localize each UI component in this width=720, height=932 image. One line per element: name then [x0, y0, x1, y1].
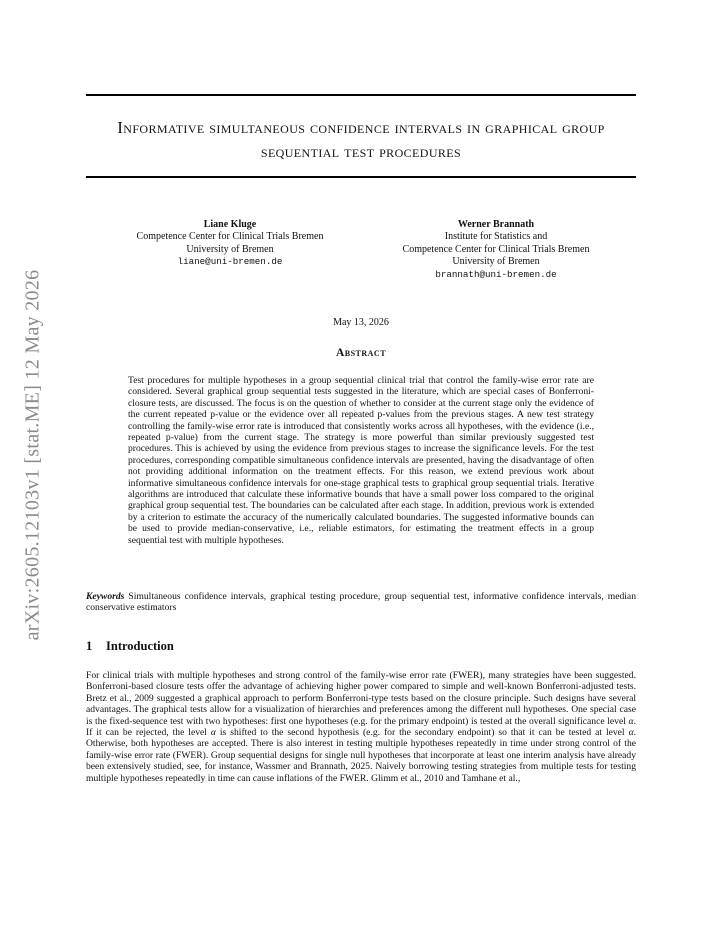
author-affiliation: University of Bremen [186, 243, 274, 255]
arxiv-identifier: arXiv:2605.12103v1 [stat.ME] 12 May 2026 [21, 269, 44, 641]
title-rule-bottom [86, 176, 636, 178]
paper-date: May 13, 2026 [333, 317, 389, 328]
author-name: Werner Brannath [457, 219, 535, 230]
author-block [86, 219, 636, 289]
author-affiliation: University of Bremen [452, 256, 540, 268]
arxiv-sidebar-stamp [18, 250, 48, 660]
author-affiliation: Competence Center for Clinical Trials Bremen [136, 231, 324, 243]
body-text-part: For clinical trials with multiple hypotheses and strong control of the family-wise error rate (FWER), many strategies have been suggested. Bonferroni-based closure tests offer the advantage of achieving higher power compared to simple and well-known Bonferroni-adjusted tests. Bretz et al., 2009 suggested a graphical approach to perform Bonferroni-type tests based on the closure principle. Such designs have several advantages. The graphical tests allow for a visualization of hierarchies and preferences among the different null hypotheses. One special case is the fixed-sequence test with two hypotheses: first one hypotheses (e.g. for the primary endpoint) is tested at the overall significance level [86, 670, 636, 727]
alpha-symbol: α [628, 727, 634, 739]
body-text-part: is shifted to the second hypothesis (e.g. for the secondary endpoint) so that it can be tested at level [215, 727, 629, 739]
author-2 [368, 219, 624, 281]
author-affiliation: Institute for Statistics and [444, 231, 548, 243]
body-text-part: . Otherwise, both hypotheses are accepted. There is also interest in testing multiple hypotheses repeatedly in time under strong control of the family-wise error rate (FWER). Group sequential designs for single null hypotheses that incorporate at least one interim analysis have already been extensively studied, see, for instance, Wassmer and Brannath, 2025. Naively borrowing testing strategies from multiple tests for testing multiple hypotheses repeatedly in time can cause inflations of the FWER. Glimm et al., 2010 and Tamhane et al., [86, 727, 637, 784]
author-1 [110, 219, 350, 269]
title-rule-top [86, 94, 636, 96]
section-heading [86, 639, 636, 654]
abstract-heading: Abstract [335, 347, 387, 359]
paper-title: Informative simultaneous confidence intervals in graphical group sequential test procedures [117, 118, 605, 161]
author-email[interactable]: brannath@uni-bremen.de [435, 268, 557, 280]
body-text-part: . If it can be rejected, the level [86, 715, 636, 739]
section-title: Introduction [106, 639, 174, 653]
abstract-text: Test procedures for multiple hypotheses in a group sequential clinical trial that control the family-wise error rate are considered. Several graphical group sequential tests suggested in the literature, which are special cases of Bonferroni-closure tests, are discussed. The focus is on the question of whether to consider at the current stage only the evidence of the current repeated p-value or the evidence over all repeated p-values from the previous stages. A new test strategy controlling the family-wise error rate is introduced that consistently works across all hypotheses, with the evidence (i.e., repeated p-value) from the current stage. The strategy is more powerful than similar previously suggested test procedures. This is achieved by using the evidence from previous stages to increase the significance levels. For the test procedures, corresponding compatible simultaneous confidence intervals are presented, having the disadvantage of often not providing additional information on the treatment effects. For this reason, we extend previous work about informative simultaneous confidence intervals for one-stage graphical tests to graphical group sequential trials. Iterative algorithms are introduced that calculate these informative bounds that have a small power loss compared to the original graphical group sequential test. The boundaries can be calculated after each stage. In addition, previous work is extended by a criterion to estimate the accuracy of the numerically calculated boundaries. The suggested informative bounds can be used to provide median-conservative, i.e., reliable estimators, for estimating the treatment effects in a group sequential test with multiple hypotheses. [128, 375, 594, 546]
alpha-symbol: α [210, 727, 216, 739]
alpha-symbol: α [628, 715, 634, 727]
author-name: Liane Kluge [203, 219, 257, 230]
body-paragraph [86, 670, 636, 784]
author-affiliation: Competence Center for Clinical Trials Bremen [402, 243, 590, 255]
section-number: 1 [86, 639, 93, 653]
author-email[interactable]: liane@uni-bremen.de [177, 256, 283, 268]
keywords-label: Keywords [86, 591, 125, 602]
keywords [86, 591, 636, 614]
keywords-text: Simultaneous confidence intervals, graphical testing procedure, group sequential test, informative confidence intervals, median conservative estimators [86, 591, 636, 614]
